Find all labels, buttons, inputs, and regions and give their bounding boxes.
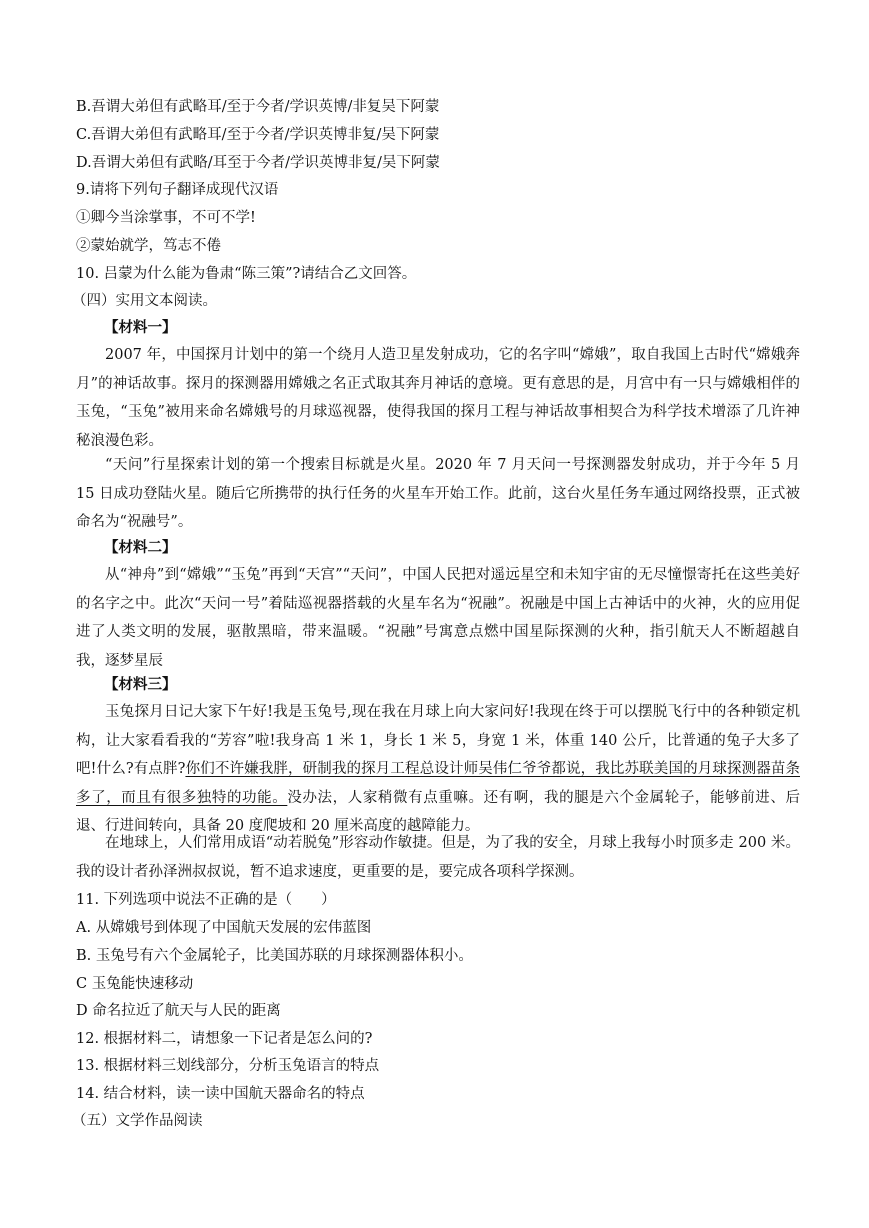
material-3-heading: 【材料三】 bbox=[104, 676, 177, 693]
q13-prompt: 13. 根据材料三划线部分，分析玉兔语言的特点 bbox=[76, 1058, 380, 1074]
section-4-title: （四）实用文本阅读。 bbox=[72, 293, 217, 309]
q11-option-b: B. 玉兔号有六个金属轮子，比美国苏联的月球探测器体积小。 bbox=[76, 948, 473, 964]
q8-option-c: C.吾谓大弟但有武略耳/至于今者/学识英博非复/吴下阿蒙 bbox=[76, 127, 440, 143]
q12-prompt: 12. 根据材料二，请想象一下记者是怎么问的? bbox=[76, 1031, 373, 1047]
q11-option-c: C 玉兔能快速移动 bbox=[76, 976, 194, 992]
q9-prompt: 9.请将下列句子翻译成现代汉语 bbox=[76, 182, 279, 198]
q11-option-d: D 命名拉近了航天与人民的距离 bbox=[76, 1003, 281, 1019]
material-3-paragraph-1 bbox=[76, 698, 800, 841]
section-5-title: （五）文学作品阅读 bbox=[72, 1113, 203, 1129]
material-2-paragraph-1: 从“神舟”到“嫦娥”“玉兔”再到“天宫”“天问”，中国人民把对遥远星空和未知宇宙的无尽憧憬寄托在这些美好的名字之中。此次“天问一号”着陆巡视器搭载的火星车名为“祝融”。祝融是中国上古神话中的火神，火的应用促进了人类文明的发展，驱散黑暗，带来温暖。“祝融”号寓意点燃中国星际探测的火种，指引航天人不断超越自我，逐梦星辰 bbox=[76, 567, 800, 669]
q8-option-d: D.吾谓大弟但有武略/耳至于今者/学识英博非复/吴下阿蒙 bbox=[76, 155, 440, 171]
q11-option-a: A. 从嫦娥号到体现了中国航天发展的宏伟蓝图 bbox=[76, 920, 372, 936]
material-1-paragraph-2: “天问”行星探索计划的第一个搜索目标就是火星。2020 年 7 月天问一号探测器发射成功，并于今年 5 月 15 日成功登陆火星。随后它所携带的执行任务的火星车开始工作。此前，这台火星任务车通过网络投票，正式被命名为“祝融号”。 bbox=[76, 457, 800, 530]
q11-prompt: 11. 下列选项中说法不正确的是（ ） bbox=[76, 892, 336, 908]
material-3-paragraph-2: 在地球上，人们常用成语“动若脱兔”形容动作敏捷。但是，为了我的安全，月球上我每小时顶多走 200 米。我的设计者孙泽洲叔叔说，暂不追求速度，更重要的是，要完成各项科学探测。 bbox=[76, 835, 800, 880]
material-2-heading: 【材料二】 bbox=[104, 539, 177, 556]
q10-prompt: 10. 吕蒙为什么能为鲁肃“陈三策”?请结合乙文回答。 bbox=[76, 266, 417, 282]
material-1-heading: 【材料一】 bbox=[104, 319, 177, 336]
material-1-paragraph-1: 2007 年，中国探月计划中的第一个绕月人造卫星发射成功，它的名字叫“嫦娥”，取自我国上古时代“嫦娥奔月”的神话故事。探月的探测器用嫦娥之名正式取其奔月神话的意境。更有意思的是，月宫中有一只与嫦娥相伴的玉兔，“玉兔”被用来命名嫦娥号的月球巡视器，使得我国的探月工程与神话故事相契合为科学技术增添了几许神秘浪漫色彩。 bbox=[76, 347, 800, 449]
material-3-text-a: 玉兔探月日记大家下午好!我是玉兔号,现在我在月球上向大家问好!我现在终于可以摆脱飞行中的各种锁定机构，让大家看看我的“芳容”啦!我身高 1 米 1，身长 1 米 5，身宽 1 米，体重 140 公斤，比普通的兔子大多了吧!什么?有点胖? bbox=[76, 704, 800, 777]
q14-prompt: 14. 结合材料，读一读中国航天器命名的特点 bbox=[76, 1086, 365, 1102]
material-3-underlined-text: 你们不许嫌我胖，研制我的探月工程总设计师吴伟仁爷爷都说，我比苏联美国的月球探测器苗条多了，而且有很多独特的功能。 bbox=[76, 761, 800, 806]
q9-sentence-2: ②蒙始就学，笃志不倦 bbox=[76, 238, 221, 254]
q8-option-b: B.吾谓大弟但有武略耳/至于今者/学识英博/非复吴下阿蒙 bbox=[76, 99, 440, 115]
material-3-text-b: 没办法，人家稍微有点重嘛。还有啊，我的腿是六个金属轮子，能够前进、后退、行进间转向，具备 20 度爬坡和 20 厘米高度的越障能力。 bbox=[76, 789, 801, 834]
q9-sentence-1: ①卿今当涂掌事，不可不学! bbox=[76, 210, 256, 226]
